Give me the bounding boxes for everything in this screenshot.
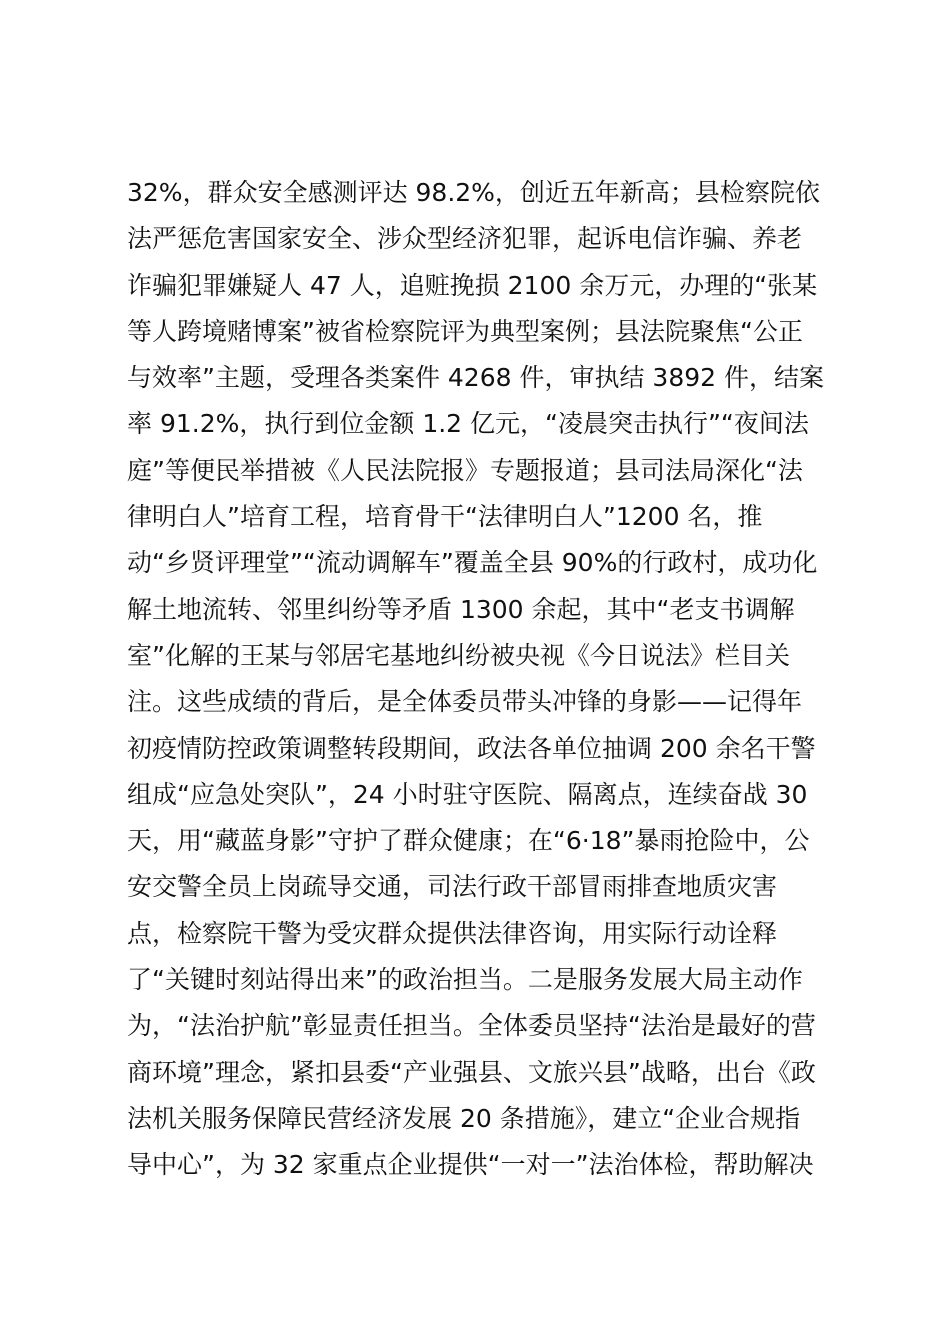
text-line: 商环境”理念，紧扣县委“产业强县、文旅兴县”战略，出台《政 <box>127 1057 816 1087</box>
text-line: 解土地流转、邻里纠纷等矛盾 1300 余起，其中“老支书调解 <box>127 594 795 624</box>
text-line: 诈骗犯罪嫌疑人 47 人，追赃挽损 2100 余万元，办理的“张某 <box>127 270 818 300</box>
text-line: 法严惩危害国家安全、涉众型经济犯罪，起诉电信诈骗、养老 <box>127 224 803 254</box>
text-line: 等人跨境赌博案”被省检察院评为典型案例；县法院聚焦“公正 <box>127 316 803 346</box>
text-line: 庭”等便民举措被《人民法院报》专题报道；县司法局深化“法 <box>127 455 803 485</box>
text-line: 动“乡贤评理堂”“流动调解车”覆盖全县 90%的行政村，成功化 <box>127 548 818 578</box>
body-paragraph <box>127 170 847 1189</box>
text-line: 安交警全员上岗疏导交通，司法行政干部冒雨排查地质灾害 <box>127 872 778 902</box>
text-line: 32%，群众安全感测评达 98.2%，创近五年新高；县检察院依 <box>127 178 820 207</box>
text-line: 室”化解的王某与邻居宅基地纠纷被央视《今日说法》栏目关 <box>127 640 790 670</box>
text-line: 率 91.2%，执行到位金额 1.2 亿元，“凌晨突击执行”“夜间法 <box>127 409 809 439</box>
text-line: 组成“应急处突队”，24 小时驻守医院、隔离点，连续奋战 30 <box>127 779 808 809</box>
text-line: 点，检察院干警为受灾群众提供法律咨询，用实际行动诠释 <box>127 918 778 948</box>
text-line: 法机关服务保障民营经济发展 20 条措施》，建立“企业合规指 <box>127 1103 801 1133</box>
text-line: 与效率”主题，受理各类案件 4268 件，审执结 3892 件，结案 <box>127 363 824 393</box>
text-line: 天，用“藏蓝身影”守护了群众健康；在“6·18”暴雨抢险中，公 <box>127 826 810 856</box>
text-line: 了“关键时刻站得出来”的政治担当。二是服务发展大局主动作 <box>127 965 803 995</box>
text-line: 导中心”，为 32 家重点企业提供“一对一”法治体检，帮助解决 <box>127 1150 814 1180</box>
text-line: 注。这些成绩的背后，是全体委员带头冲锋的身影——记得年 <box>127 687 803 717</box>
text-line: 初疫情防控政策调整转段期间，政法各单位抽调 200 余名干警 <box>127 733 816 763</box>
text-line: 律明白人”培育工程，培育骨干“法律明白人”1200 名，推 <box>127 502 763 532</box>
text-line: 为，“法治护航”彰显责任担当。全体委员坚持“法治是最好的营 <box>127 1011 816 1041</box>
